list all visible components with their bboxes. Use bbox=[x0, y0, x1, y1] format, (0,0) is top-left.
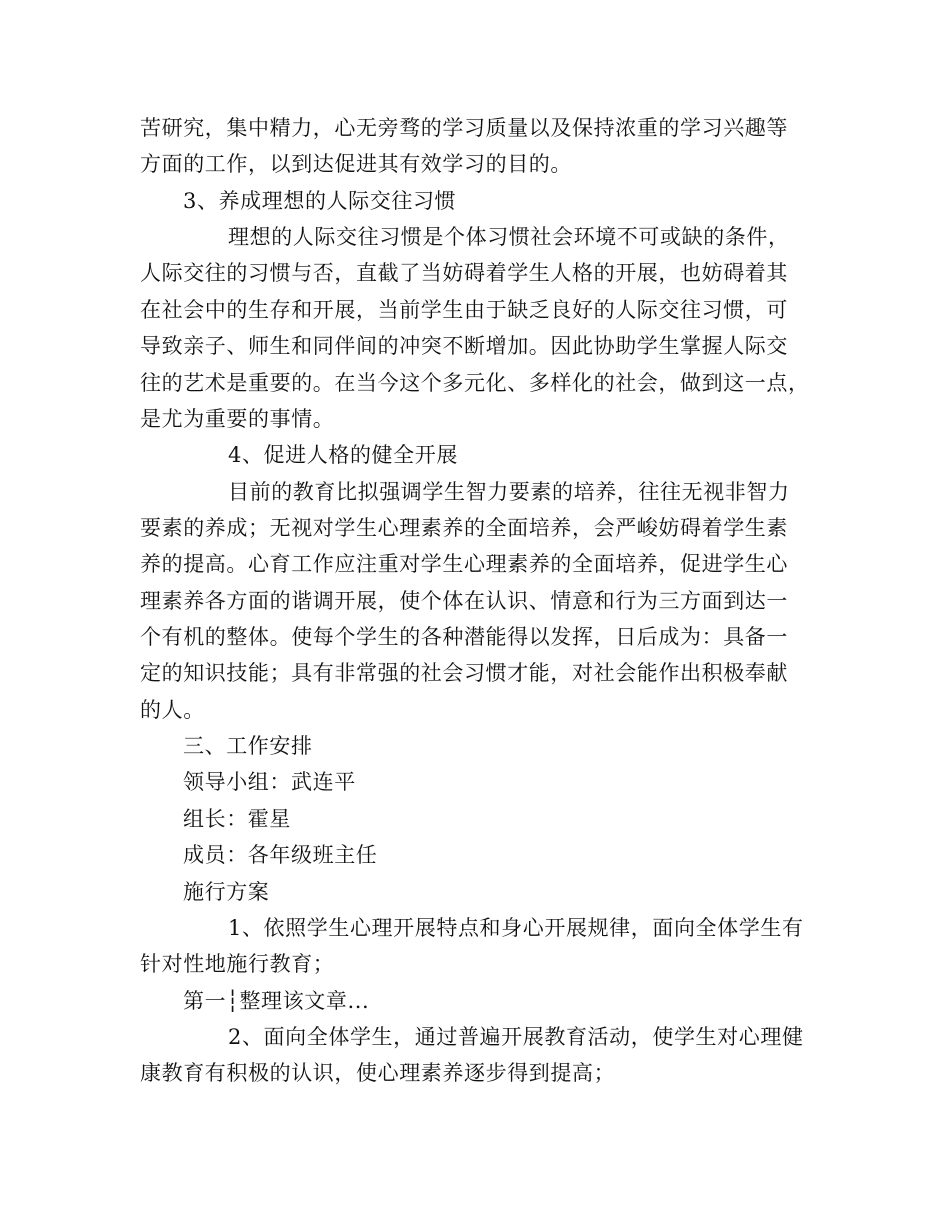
paragraph-line: 1、依照学生心理开展特点和身心开展规律，面向全体学生有 bbox=[228, 916, 804, 940]
paragraph-line: 导致亲子、师生和同伴间的冲突不断增加。因此协助学生掌握人际交 bbox=[140, 334, 788, 358]
paragraph-line: 组长：霍星 bbox=[183, 807, 291, 831]
section-heading: 4、促进人格的健全开展 bbox=[228, 443, 458, 467]
paragraph-line: 的人。 bbox=[140, 698, 205, 722]
paragraph-line: 方面的工作，以到达促进其有效学习的目的。 bbox=[140, 152, 572, 176]
paragraph-line: 养的提高。心育工作应注重对学生心理素养的全面培养，促进学生心 bbox=[140, 552, 788, 576]
paragraph-line: 领导小组：武连平 bbox=[183, 770, 356, 794]
paragraph-line: 成员：各年级班主任 bbox=[183, 843, 378, 867]
paragraph-line: 理素养各方面的谐调开展，使个体在认识、情意和行为三方面到达一 bbox=[140, 589, 788, 613]
paragraph-line: 在社会中的生存和开展，当前学生由于缺乏良好的人际交往习惯，可 bbox=[140, 298, 788, 322]
section-heading: 施行方案 bbox=[183, 880, 270, 904]
paragraph-line: 第一┆整理该文章... bbox=[183, 989, 370, 1013]
paragraph-line: 苦研究，集中精力，心无旁骛的学习质量以及保持浓重的学习兴趣等 bbox=[140, 116, 788, 140]
paragraph-line: 是尤为重要的事情。 bbox=[140, 407, 335, 431]
paragraph-line: 目前的教育比拟强调学生智力要素的培养，往往无视非智力 bbox=[228, 480, 790, 504]
paragraph-line: 理想的人际交往习惯是个体习惯社会环境不可或缺的条件， bbox=[228, 225, 790, 249]
paragraph-line: 要素的养成；无视对学生心理素养的全面培养，会严峻妨碍着学生素 bbox=[140, 516, 788, 540]
paragraph-line: 个有机的整体。使每个学生的各种潜能得以发挥，日后成为：具备一 bbox=[140, 625, 788, 649]
section-heading: 3、养成理想的人际交往习惯 bbox=[183, 189, 457, 213]
paragraph-line: 康教育有积极的认识，使心理素养逐步得到提高； bbox=[140, 1061, 616, 1085]
paragraph-line: 针对性地施行教育； bbox=[140, 952, 335, 976]
paragraph-line: 2、面向全体学生，通过普遍开展教育活动，使学生对心理健 bbox=[228, 1025, 804, 1049]
paragraph-line: 人际交往的习惯与否，直截了当妨碍着学生人格的开展，也妨碍着其 bbox=[140, 261, 788, 285]
section-heading: 三、工作安排 bbox=[183, 734, 313, 758]
paragraph-line: 定的知识技能；具有非常强的社会习惯才能，对社会能作出积极奉献 bbox=[140, 661, 788, 685]
paragraph-line: 往的艺术是重要的。在当今这个多元化、多样化的社会，做到这一点， bbox=[140, 371, 810, 395]
